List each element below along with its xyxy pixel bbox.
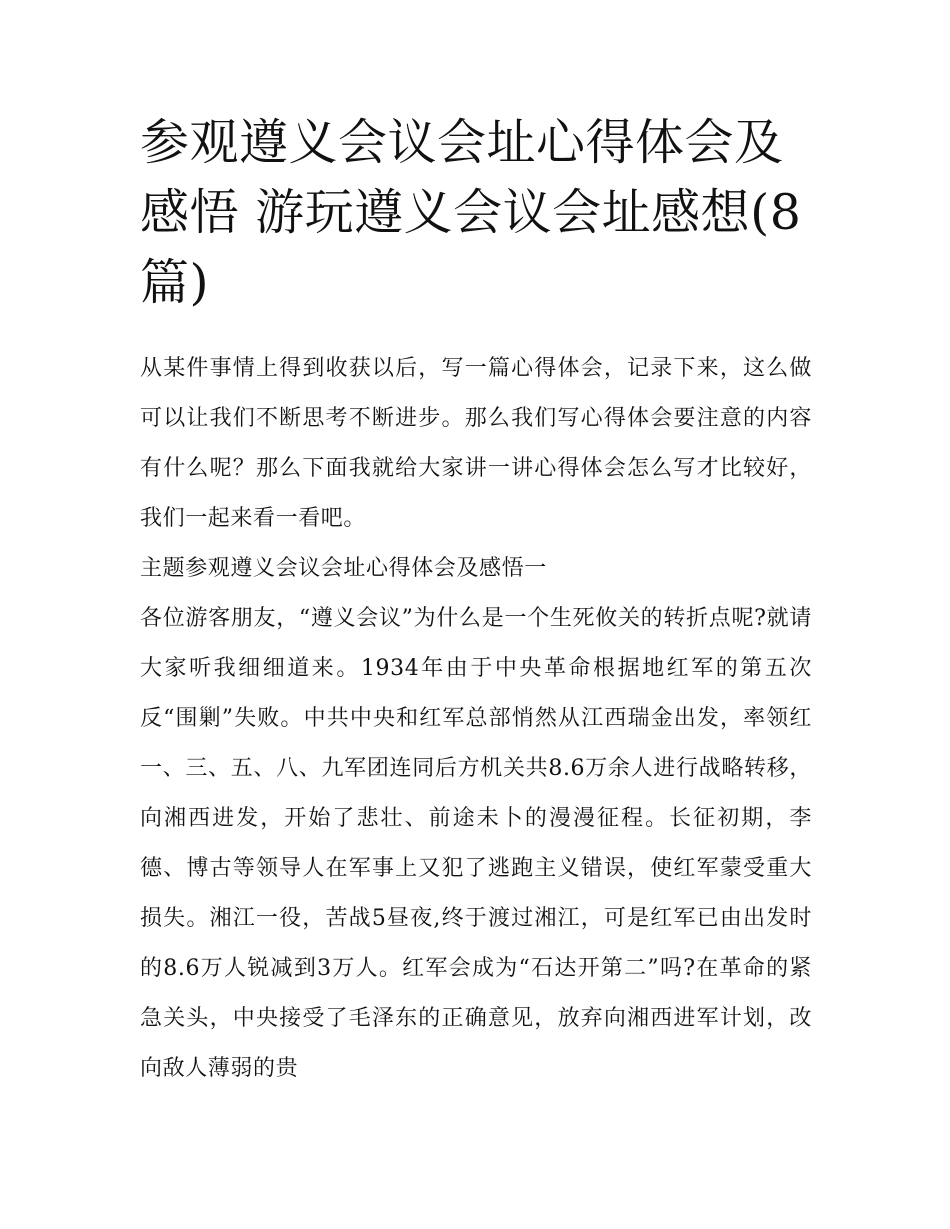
document-title: 参观遵义会议会址心得体会及感悟 游玩遵义会议会址感想(8篇): [140, 114, 802, 311]
document-page: [140, 108, 812, 1094]
body-paragraph: 各位游客朋友，“遵义会议”为什么是一个生死攸关的转折点呢?就请大家听我细细道来。1934年由于中央革命根据地红军的第五次反“围剿”失败。中共中央和红军总部悄然从江西瑞金出发，率领红一、三、五、八、九军团连同后方机关共8.6万余人进行战略转移，向湘西进发，开始了悲壮、前途未卜的漫漫征程。长征初期，李德、博古等领导人在军事上又犯了逃跑主义错误，使红军蒙受重大损失。湘江一役，苦战5昼夜,终于渡过湘江，可是红军已由出发时的8.6万人锐减到3万人。红军会成为“石达开第二”吗?在革命的紧急关头，中央接受了毛泽东的正确意见，放弃向湘西进军计划，改向敌人薄弱的贵: [140, 606, 812, 1081]
section-heading: 主题参观遵义会议会址心得体会及感悟一: [140, 556, 547, 581]
intro-paragraph: 从某件事情上得到收获以后，写一篇心得体会，记录下来，这么做可以让我们不断思考不断进步。那么我们写心得体会要注意的内容有什么呢？那么下面我就给大家讲一讲心得体会怎么写才比较好，我们一起来看一看吧。: [140, 356, 812, 531]
